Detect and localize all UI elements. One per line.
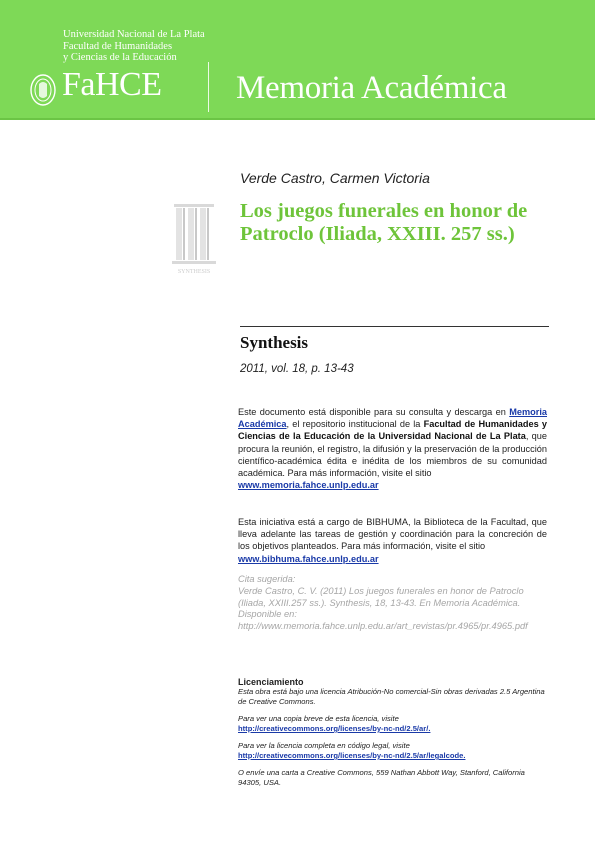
university-line: Universidad Nacional de La Plata <box>63 29 205 40</box>
license-line: Esta obra está bajo una licencia Atribución-No comercial-Sin obras derivadas 2.5 Argentina de Creative Commons. <box>238 687 545 706</box>
fahce-brand[interactable]: FaHCE <box>62 66 162 103</box>
bibhuma-site-link[interactable]: www.bibhuma.fahce.unlp.edu.ar <box>238 553 379 564</box>
memoria-site-link[interactable]: www.memoria.fahce.unlp.edu.ar <box>238 480 379 491</box>
faculty-line-2: y Ciencias de la Educación <box>63 52 177 63</box>
logo-caption: SYNTHESIS <box>177 269 211 275</box>
suggested-text: Verde Castro, C. V. (2011) Los juegos funerales en honor de Patroclo (Iliada, XXIII.257 ss.). Synthesis, 18, 13-43. En Memoria Académica. Disponible en: <box>238 585 524 620</box>
memoria-link[interactable]: Memoria Académica <box>238 407 547 430</box>
faculty-name-bold: Facultad de Humanidades y Ciencias de la Educación de la Universidad Nacional de La Plata <box>238 419 547 442</box>
license-copy-text: Para ver una copia breve de esta licencia, visite <box>238 714 399 723</box>
banner-divider <box>208 62 209 112</box>
suggested-citation <box>238 574 550 633</box>
para1-text-2: , el repositorio institucional de la <box>286 419 424 430</box>
university-seal-icon <box>28 72 58 108</box>
para1-text-1: Este documento está disponible para su consulta y descarga en <box>238 407 510 417</box>
citation-details: 2011, vol. 18, p. 13-43 <box>240 363 354 375</box>
header-banner <box>0 0 595 120</box>
banner-bottom-line <box>0 118 595 120</box>
para2-text: Esta iniciativa está a cargo de BIBHUMA, la Biblioteca de la Facultad, que lleva adelante las tareas de gestión y coordinación para la concreción de los objetivos planteados. Para más información, visite el sitio <box>238 517 547 552</box>
faculty-line-1: Facultad de Humanidades <box>63 40 173 52</box>
repository-name[interactable]: Memoria Académica <box>236 70 507 106</box>
journal-name: Synthesis <box>240 333 309 352</box>
license-section <box>238 677 550 788</box>
document-title: Los juegos funerales en honor de Patroclo (Iliada, XXIII. 257 ss.) <box>240 200 528 245</box>
repository-paragraph <box>238 406 547 491</box>
license-copy-link[interactable]: http://creativecommons.org/licenses/by-nc-nd/2.5/ar/. <box>238 724 431 733</box>
para1-text-3: , que procura la reunión, el registro, la difusión y la preservación de la producción científico-académica édita e inédita de los miembros de su comunidad académica. Para más información, visite el sitio <box>238 431 547 479</box>
license-heading: Licenciamiento <box>238 677 304 687</box>
license-mail-text: O envíe una carta a Creative Commons, 559 Nathan Abbott Way, Stanford, California 94305, USA. <box>238 768 525 787</box>
title-rule <box>240 326 549 327</box>
suggested-label: Cita sugerida: <box>238 574 296 584</box>
license-full-link[interactable]: http://creativecommons.org/licenses/by-nc-nd/2.5/ar/legalcode. <box>238 751 466 760</box>
university-name <box>63 29 205 64</box>
author: Verde Castro, Carmen Victoria <box>240 170 430 186</box>
bibhuma-paragraph <box>238 516 547 565</box>
synthesis-columns-logo <box>168 200 220 278</box>
license-full-text: Para ver la licencia completa en código legal, visite <box>238 741 410 750</box>
suggested-url[interactable]: http://www.memoria.fahce.unlp.edu.ar/art_revistas/pr.4965/pr.4965.pdf <box>238 621 528 632</box>
